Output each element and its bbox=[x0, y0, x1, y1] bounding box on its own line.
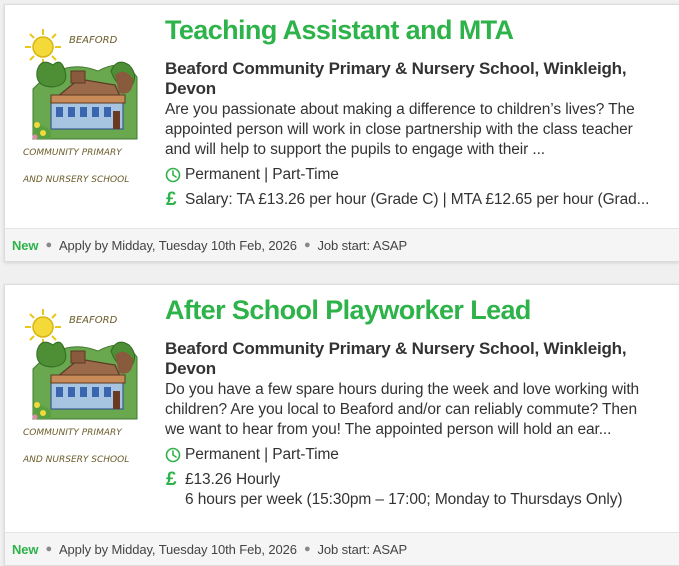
separator-dot: ● bbox=[303, 543, 311, 555]
employer-name bbox=[165, 59, 665, 99]
employer-line: Devon bbox=[165, 79, 216, 98]
job-summary bbox=[165, 380, 665, 440]
salary-detail: 6 hours per week (15:30pm – 17:00; Monday to Thursdays Only) bbox=[185, 491, 623, 508]
svg-text:COMMUNITY PRIMARY: COMMUNITY PRIMARY bbox=[23, 148, 122, 158]
summary-line: Do you have a few spare hours during the week and love working with bbox=[165, 381, 640, 398]
svg-text:AND NURSERY SCHOOL: AND NURSERY SCHOOL bbox=[23, 455, 130, 465]
summary-line: and will help to support the pupils to engage with their ... bbox=[165, 141, 546, 158]
svg-text:BEAFORD: BEAFORD bbox=[69, 35, 118, 46]
school-logo bbox=[23, 27, 141, 187]
contract-type bbox=[165, 165, 665, 185]
svg-text:BEAFORD: BEAFORD bbox=[69, 315, 118, 326]
summary-line: appointed person will work in close partnership with the class teacher bbox=[165, 121, 633, 138]
salary bbox=[165, 470, 665, 510]
school-logo bbox=[23, 307, 141, 467]
summary-line: children? Are you local to Beaford and/or can reliably commute? Then bbox=[165, 401, 637, 418]
contract-text: Permanent | Part-Time bbox=[185, 166, 339, 183]
salary bbox=[165, 190, 665, 210]
employer-name bbox=[165, 339, 665, 379]
job-card[interactable] bbox=[4, 284, 679, 566]
separator-dot: ● bbox=[45, 239, 52, 251]
job-title-link[interactable]: After School Playworker Lead bbox=[165, 295, 531, 325]
job-title-link[interactable]: Teaching Assistant and MTA bbox=[165, 15, 514, 45]
clock-icon bbox=[165, 445, 185, 465]
summary-line: Are you passionate about making a difference to children’s lives? The bbox=[165, 101, 635, 118]
salary-text: £13.26 Hourly bbox=[185, 471, 281, 488]
job-footer bbox=[5, 532, 679, 565]
new-badge: New bbox=[12, 237, 39, 253]
job-start: Job start: ASAP bbox=[317, 237, 408, 253]
job-content bbox=[165, 13, 665, 210]
apply-by-date: Apply by Midday, Tuesday 10th Feb, 2026 bbox=[58, 541, 297, 557]
job-summary bbox=[165, 100, 665, 160]
pound-icon: £ bbox=[166, 189, 177, 210]
employer-line: Beaford Community Primary & Nursery School, Winkleigh, bbox=[165, 59, 627, 78]
svg-text:AND NURSERY SCHOOL: AND NURSERY SCHOOL bbox=[23, 175, 130, 185]
job-card[interactable] bbox=[4, 4, 679, 262]
clock-icon bbox=[165, 165, 185, 185]
separator-dot: ● bbox=[303, 239, 311, 251]
employer-line: Devon bbox=[165, 359, 216, 378]
salary-text: Salary: TA £13.26 per hour (Grade C) | MTA £12.65 per hour (Grad... bbox=[185, 191, 650, 208]
new-badge: New bbox=[12, 541, 39, 557]
job-start: Job start: ASAP bbox=[317, 541, 408, 557]
summary-line: we want to hear from you! The appointed person will hold an ear... bbox=[165, 421, 612, 438]
job-footer bbox=[5, 228, 679, 261]
svg-text:COMMUNITY PRIMARY: COMMUNITY PRIMARY bbox=[23, 428, 122, 438]
apply-by-date: Apply by Midday, Tuesday 10th Feb, 2026 bbox=[58, 237, 297, 253]
job-content bbox=[165, 293, 665, 510]
employer-line: Beaford Community Primary & Nursery School, Winkleigh, bbox=[165, 339, 627, 358]
contract-type bbox=[165, 445, 665, 465]
separator-dot: ● bbox=[45, 543, 52, 555]
contract-text: Permanent | Part-Time bbox=[185, 446, 339, 463]
pound-icon: £ bbox=[166, 469, 177, 490]
